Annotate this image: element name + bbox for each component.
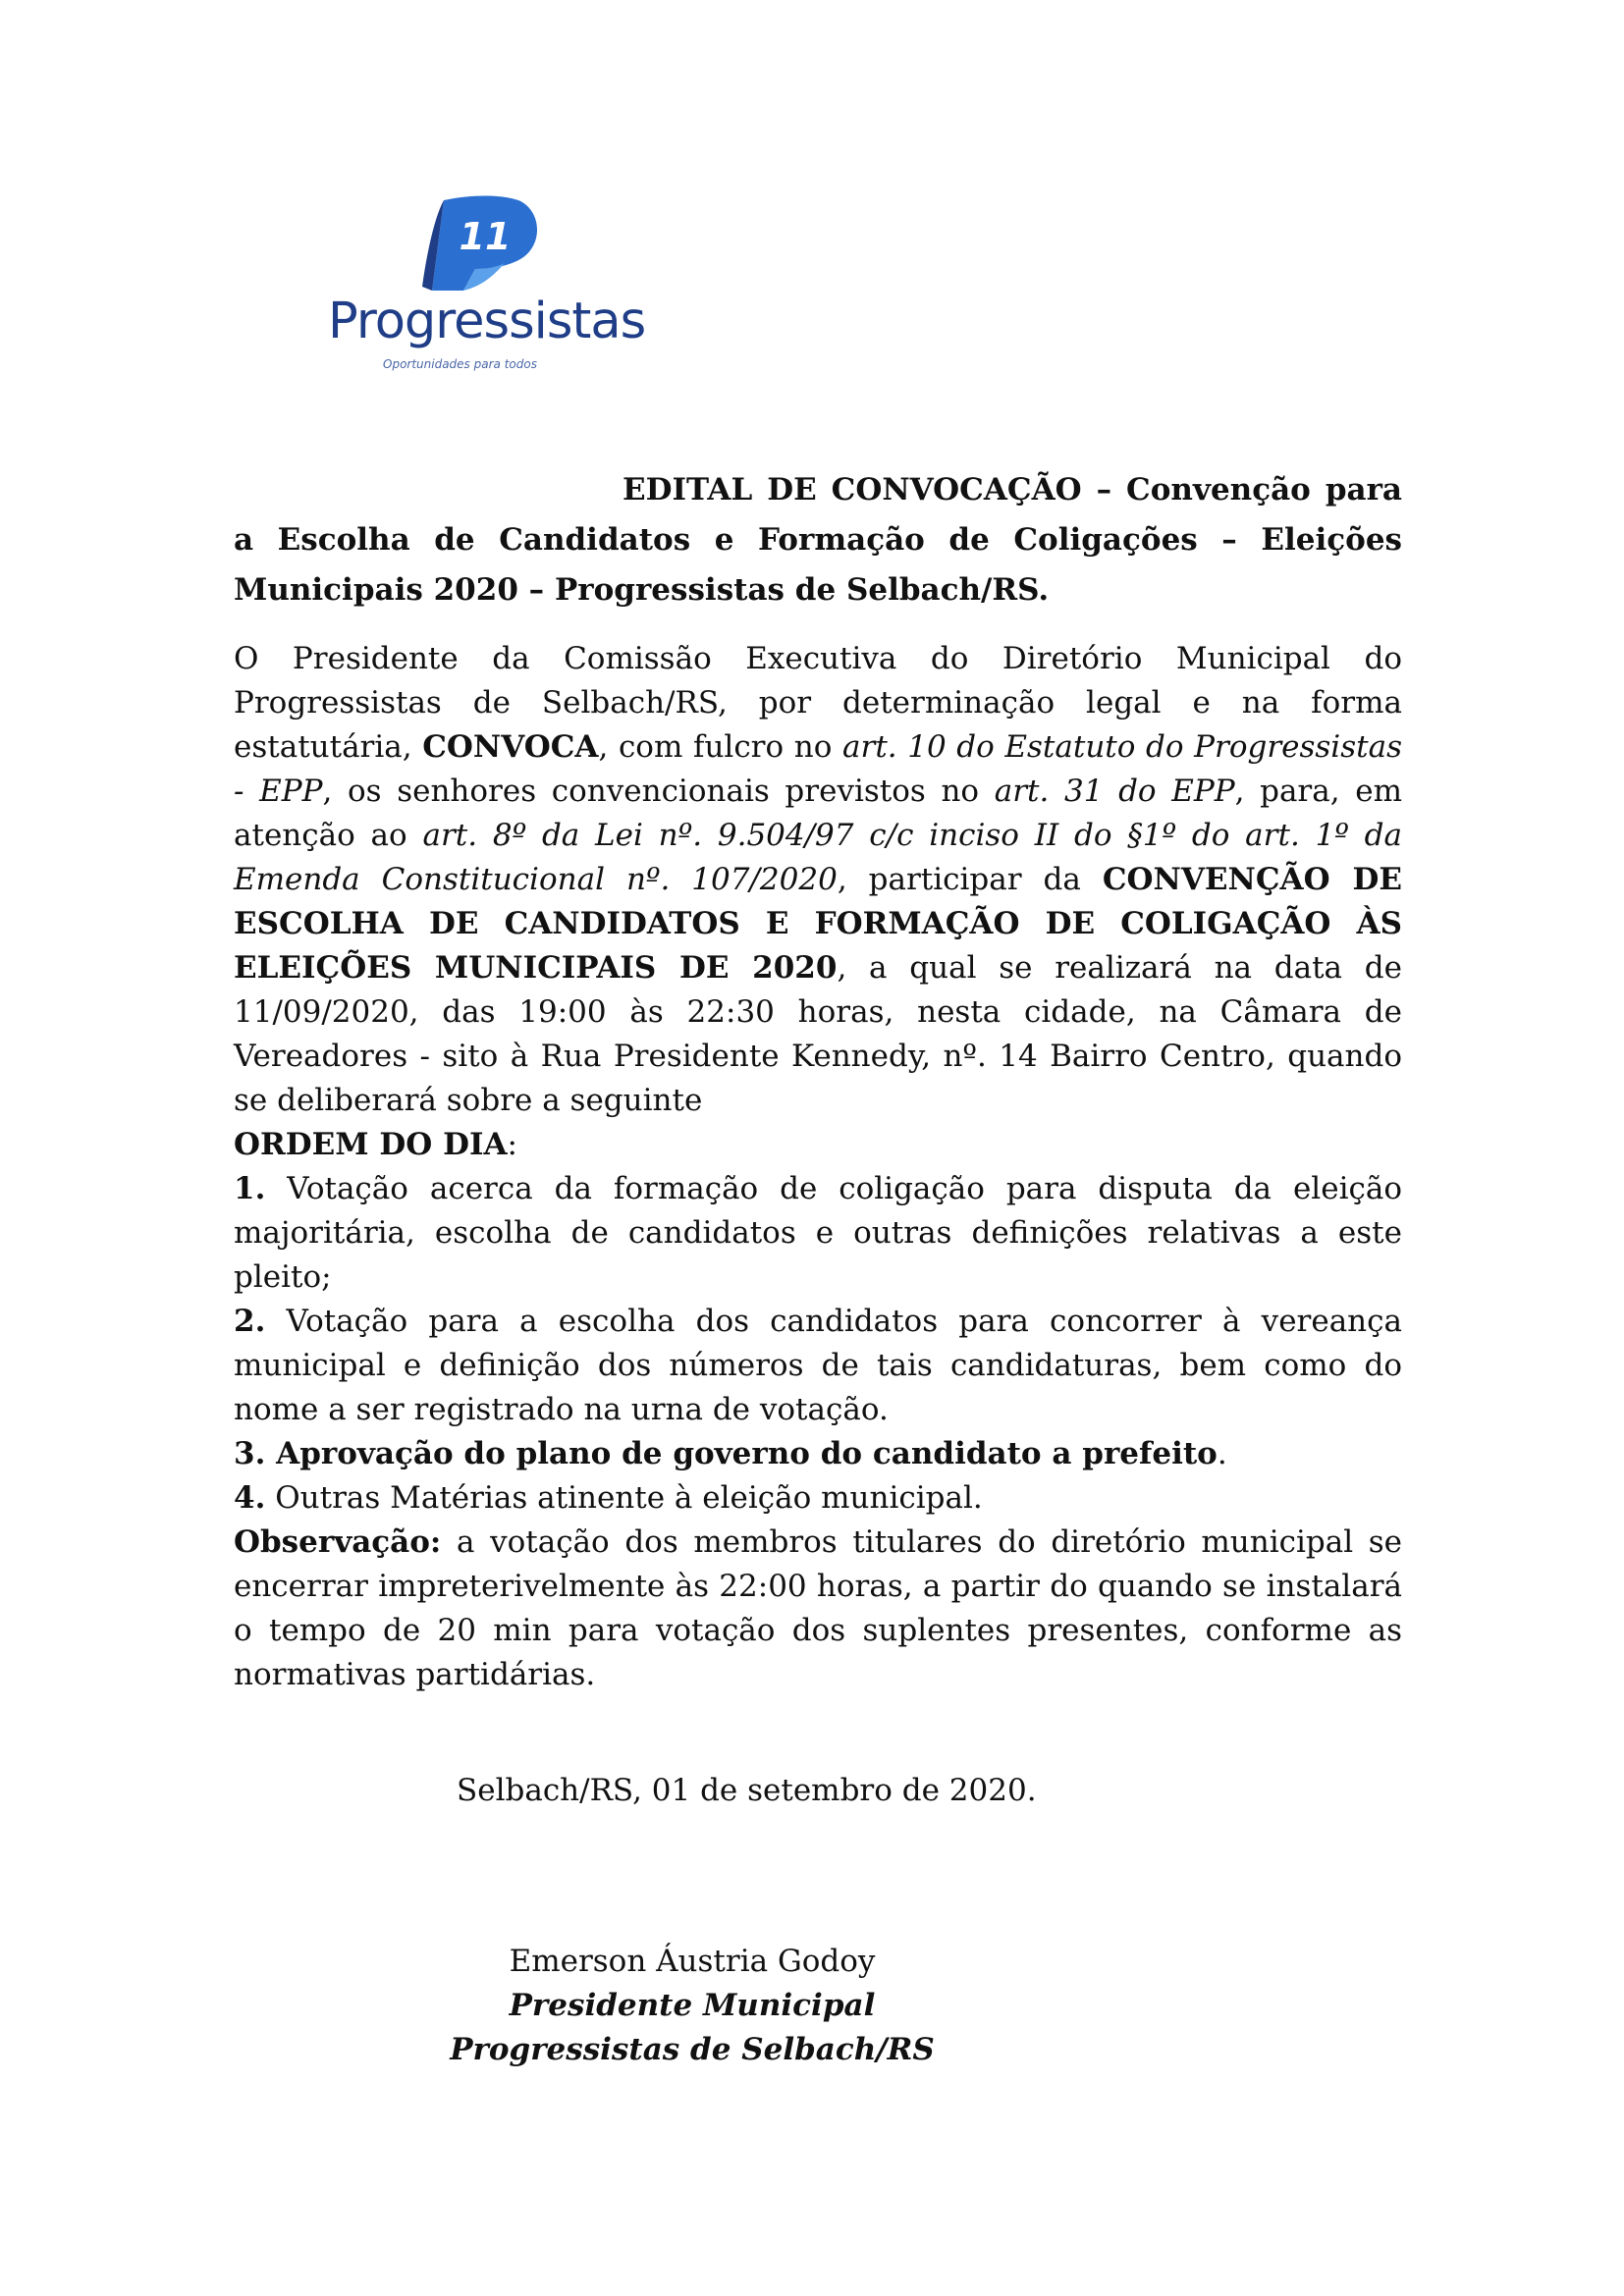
- agenda-item: [234, 1167, 1402, 1300]
- agenda-item: [234, 1432, 1402, 1476]
- observation-text: a votação dos membros titulares do diretório municipal se encerrar impreterivelmente às 22:00 horas, a partir do quando se instalará o tempo de 20 min para votação dos suplentes presentes, conforme as normativas partidárias.: [234, 1524, 1402, 1692]
- document-body: [234, 465, 1402, 1697]
- text-segment: , a qual se realizará na data de 11/09/2020, das 19:00 às 22:30 horas, nesta cidade, na Câmara de Vereadores - sito à Rua Presidente Kennedy, nº. 14 Bairro Centro, quando se deliberará sobre a seguinte: [234, 950, 1402, 1118]
- text-segment: , os senhores convencionais previstos no: [322, 774, 995, 809]
- signer-name: Emerson Áustria Godoy: [509, 1944, 876, 1979]
- legal-reference: art. 8º da Lei nº. 9.504/97 c/c inciso II do §1º do art. 1º da Emenda Constitucional nº. 107/2020: [234, 818, 1402, 897]
- convoca-keyword: CONVOCA: [422, 729, 599, 765]
- agenda-item-number: 1.: [234, 1171, 266, 1206]
- agenda-item: [234, 1300, 1402, 1432]
- document-title: EDITAL DE CONVOCAÇÃO – Convenção para a Escolha de Candidatos e Formação de Coligações – Eleições Municipais 2020 – Progressistas de Selbach/RS.: [234, 472, 1402, 608]
- agenda-heading-colon: :: [507, 1127, 517, 1162]
- text-segment: , participar da: [837, 862, 1103, 897]
- party-p-icon: [324, 188, 638, 296]
- observation-paragraph: [234, 1521, 1402, 1697]
- badge-number: 11: [459, 215, 512, 258]
- place-date: Selbach/RS, 01 de setembro de 2020.: [457, 1773, 1037, 1808]
- text-segment: , com fulcro no: [598, 729, 843, 765]
- party-logo: [324, 188, 646, 385]
- text-segment: O Presidente da Comissão Executiva do Diretório Municipal do Progressistas de Selbach/RS, por determinação legal e na forma estatutária,: [234, 641, 1402, 765]
- agenda-item-number: 2.: [234, 1304, 266, 1339]
- event-name: CONVENÇÃO DE ESCOLHA DE CANDIDATOS E FORMAÇÃO DE COLIGAÇÃO ÀS ELEIÇÕES MUNICIPAIS DE 2020: [234, 862, 1402, 986]
- agenda-item-text: Votação para a escolha dos candidatos para concorrer à vereança municipal e definição dos números de tais candidaturas, bem como do nome a ser registrado na urna de votação.: [234, 1304, 1402, 1427]
- convocation-paragraph: [234, 637, 1402, 1123]
- agenda-item: [234, 1476, 1402, 1521]
- observation-label: Observação:: [234, 1524, 442, 1560]
- legal-reference: art. 31 do EPP: [994, 774, 1235, 809]
- agenda-heading-label: ORDEM DO DIA: [234, 1127, 508, 1162]
- logo-wordmark: Progressistas: [328, 293, 646, 350]
- agenda-item-number: 3.: [234, 1436, 266, 1471]
- agenda-item-tail: .: [1217, 1436, 1227, 1471]
- agenda-heading: [234, 1123, 1402, 1167]
- agenda-item-text: Outras Matérias atinente à eleição municipal.: [265, 1480, 983, 1516]
- agenda-item-text: Votação acerca da formação de coligação para disputa da eleição majoritária, escolha de candidatos e outras definições relativas a este pleito;: [234, 1171, 1402, 1295]
- text-segment: , para, em atenção ao: [234, 774, 1402, 853]
- agenda-item-number: 4.: [234, 1480, 266, 1516]
- legal-reference: art. 10 do Estatuto do Progressistas - EPP: [234, 729, 1402, 809]
- signer-role: Presidente Municipal: [509, 1988, 876, 2023]
- agenda-item-text: Aprovação do plano de governo do candidato a prefeito: [265, 1436, 1218, 1471]
- logo-tagline: Oportunidades para todos: [383, 357, 537, 371]
- signer-organization: Progressistas de Selbach/RS: [450, 2032, 935, 2067]
- signature-block: [393, 1940, 992, 2072]
